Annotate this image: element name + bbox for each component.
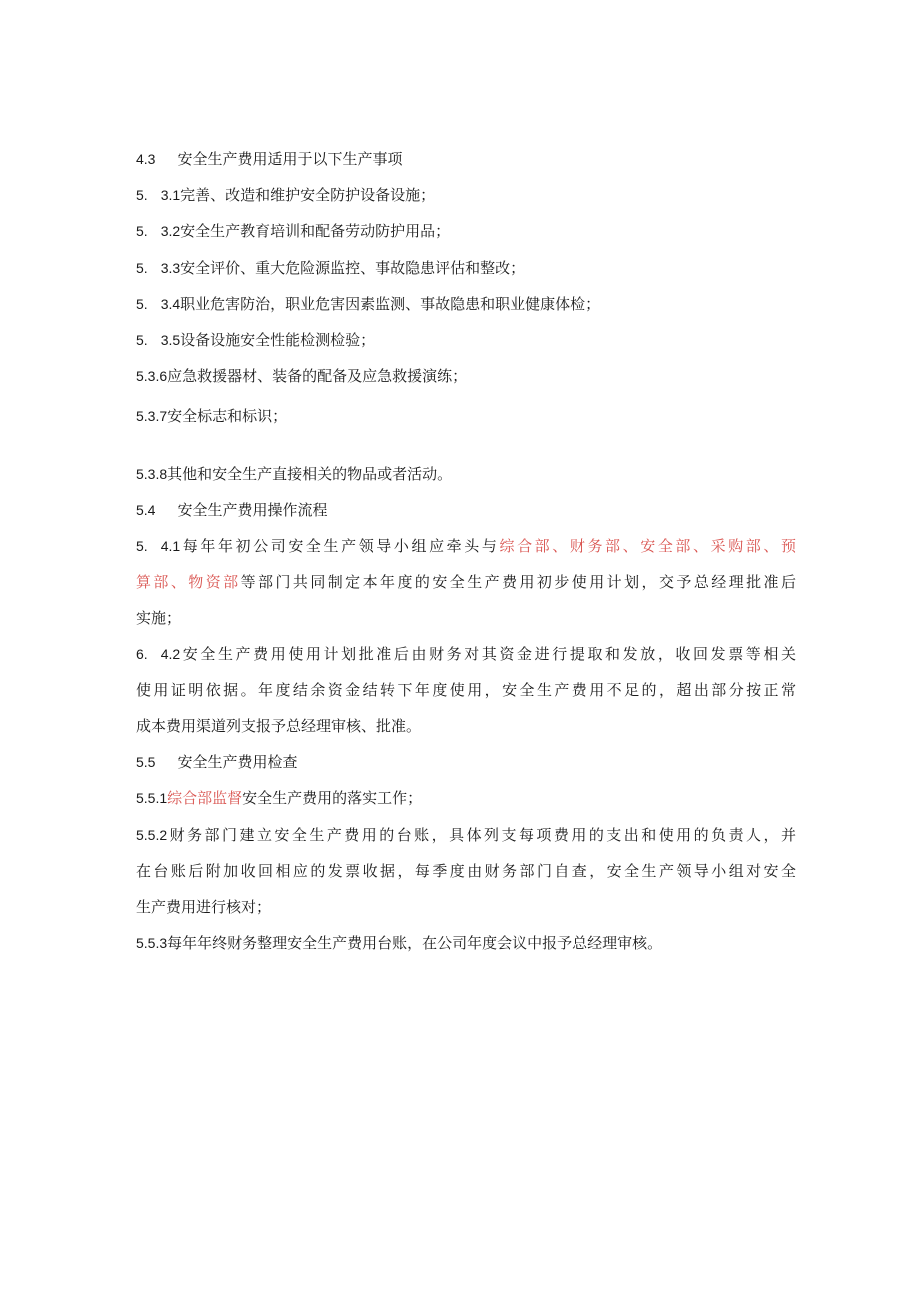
paragraph-5-5-2-line-3: 生产费用进行核对； [136, 898, 272, 916]
departments-highlight: 综合部、财务部、安全部、采购部、预 [499, 537, 796, 555]
section-4-3-heading: 4.3 安全生产费用适用于以下生产事项 [136, 150, 403, 168]
list-item-5-3-5: 5. 3.5设备设施安全性能检测检验； [136, 331, 376, 349]
paragraph-5-4-2-line-2: 使用证明依据。年度结余资金结转下年度使用，安全生产费用不足的，超出部分按正常 [136, 681, 796, 699]
list-item-5-3-6: 5.3.6应急救援器材、装备的配备及应急救援演练； [136, 367, 468, 385]
paragraph-5-4-2-line-1: 6. 4.2安全生产费用使用计划批准后由财务对其资金进行提取和发放，收回发票等相关 [136, 645, 796, 663]
paragraph-5-5-1: 5.5.1综合部监督安全生产费用的落实工作； [136, 789, 423, 807]
paragraph-5-5-3: 5.5.3每年年终财务整理安全生产费用台账，在公司年度会议中报予总经理审核。 [136, 934, 663, 952]
paragraph-5-5-2-line-2: 在台账后附加收回相应的发票收据，每季度由财务部门自查，安全生产领导小组对安全 [136, 862, 796, 880]
list-item-5-3-2: 5. 3.2安全生产教育培训和配备劳动防护用品； [136, 222, 451, 240]
departments-highlight: 算部、物资部 [136, 573, 241, 591]
paragraph-5-4-1-line-2: 算部、物资部等部门共同制定本年度的安全生产费用初步使用计划，交予总经理批准后 [136, 573, 796, 591]
department-highlight: 综合部监督 [167, 789, 243, 807]
list-item-5-3-7: 5.3.7安全标志和标识； [136, 407, 288, 425]
list-item-5-3-3: 5. 3.3安全评价、重大危险源监控、事故隐患评估和整改； [136, 259, 526, 277]
list-item-5-3-4: 5. 3.4职业危害防治，职业危害因素监测、事故隐患和职业健康体检； [136, 295, 601, 313]
list-item-5-3-8: 5.3.8其他和安全生产直接相关的物品或者活动。 [136, 465, 453, 483]
paragraph-5-4-1-line-1: 5. 4.1每年年初公司安全生产领导小组应牵头与综合部、财务部、安全部、采购部、预 [136, 537, 796, 555]
paragraph-5-4-2-line-3: 成本费用渠道列支报予总经理审核、批准。 [136, 717, 422, 735]
paragraph-5-5-2-line-1: 5.5.2财务部门建立安全生产费用的台账，具体列支每项费用的支出和使用的负责人，并 [136, 826, 796, 844]
paragraph-5-4-1-line-3: 实施； [136, 609, 182, 627]
list-item-5-3-1: 5. 3.1完善、改造和维护安全防护设备设施； [136, 186, 436, 204]
section-5-5-heading: 5.5 安全生产费用检查 [136, 753, 298, 771]
section-5-4-heading: 5.4 安全生产费用操作流程 [136, 501, 328, 519]
